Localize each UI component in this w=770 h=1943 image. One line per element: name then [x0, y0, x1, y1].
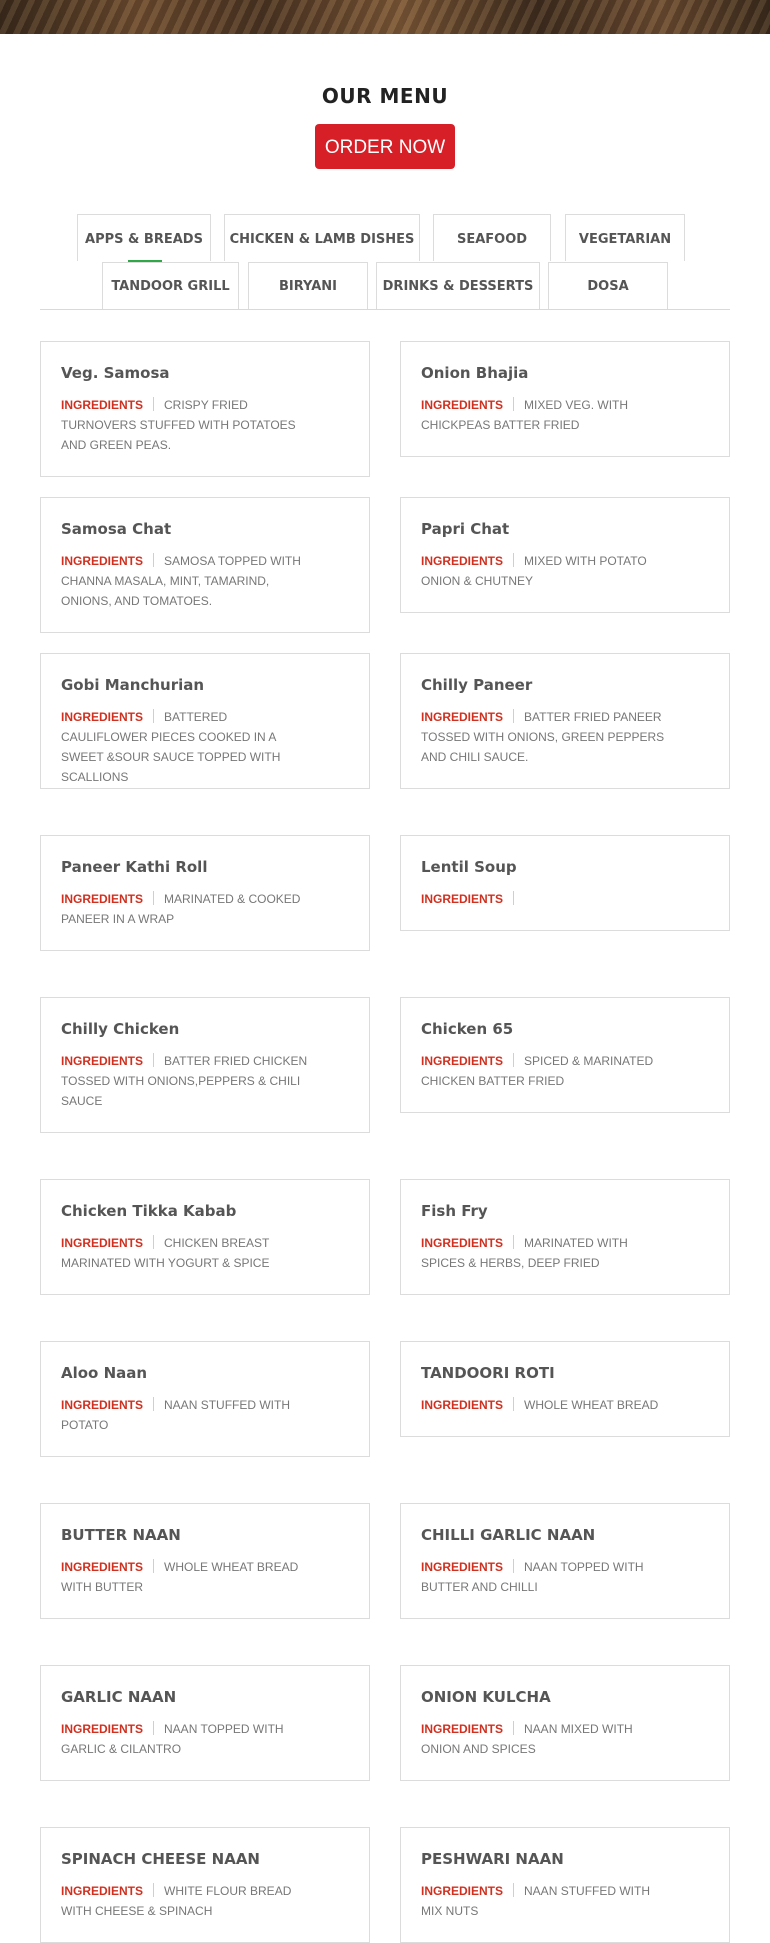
separator — [513, 1559, 514, 1573]
tab-tandoor-grill[interactable]: TANDOOR GRILL — [102, 262, 239, 310]
menu-item-name: Papri Chat — [421, 520, 510, 538]
menu-item-name: BUTTER NAAN — [61, 1526, 181, 1544]
ingredients-label: INGREDIENTS — [61, 398, 144, 412]
ingredients-label: INGREDIENTS — [421, 710, 504, 724]
menu-item-name: PESHWARI NAAN — [421, 1850, 564, 1868]
separator — [513, 891, 514, 905]
tab-seafood[interactable]: SEAFOOD — [433, 214, 551, 261]
separator — [513, 1721, 514, 1735]
menu-item-card — [400, 997, 730, 1113]
menu-item-card — [40, 1503, 370, 1619]
tab-biryani[interactable]: BIRYANI — [248, 262, 368, 310]
menu-item-card — [40, 997, 370, 1133]
separator — [513, 1883, 514, 1897]
menu-item-card — [40, 1665, 370, 1781]
menu-item-name: Chilly Chicken — [61, 1020, 180, 1038]
menu-item-name: Paneer Kathi Roll — [61, 858, 208, 876]
menu-item-name: Chicken Tikka Kabab — [61, 1202, 237, 1220]
menu-item-description: BATTER FRIED PANEER TOSSED WITH ONIONS, GREEN PEPPERS AND CHILI SAUCE. — [421, 710, 665, 764]
ingredients-label: INGREDIENTS — [61, 1560, 144, 1574]
separator — [153, 891, 154, 905]
tab-drinks-desserts[interactable]: DRINKS & DESSERTS — [376, 262, 540, 310]
menu-item-name: Chicken 65 — [421, 1020, 514, 1038]
separator — [513, 1235, 514, 1249]
separator — [513, 1397, 514, 1411]
hero-food-image — [0, 0, 770, 34]
tab-vegetarian[interactable]: VEGETARIAN — [565, 214, 685, 261]
page-title: OUR MENU — [321, 84, 449, 108]
menu-item-name: Chilly Paneer — [421, 676, 533, 694]
ingredients-label: INGREDIENTS — [61, 554, 144, 568]
tab-apps-breads[interactable]: APPS & BREADS — [77, 214, 211, 261]
menu-item-card — [400, 497, 730, 613]
tab-chicken-lamb[interactable]: CHICKEN & LAMB DISHES — [224, 214, 420, 261]
menu-item-card — [400, 1179, 730, 1295]
menu-item-card — [40, 835, 370, 951]
ingredients-label: INGREDIENTS — [421, 1560, 504, 1574]
tabs-divider — [40, 309, 730, 310]
menu-item-name: SPINACH CHEESE NAAN — [61, 1850, 260, 1868]
separator — [153, 1397, 154, 1411]
separator — [153, 397, 154, 411]
separator — [513, 1053, 514, 1067]
ingredients-label: INGREDIENTS — [61, 1054, 144, 1068]
ingredients-label: INGREDIENTS — [421, 1236, 504, 1250]
menu-item-card — [400, 1665, 730, 1781]
menu-item-card — [40, 1179, 370, 1295]
separator — [153, 1721, 154, 1735]
menu-item-name: Fish Fry — [421, 1202, 488, 1220]
menu-item-description: MARINATED WITH SPICES & HERBS, DEEP FRIED — [421, 1236, 628, 1270]
menu-item-card — [40, 341, 370, 477]
menu-item-description: NAAN TOPPED WITH BUTTER AND CHILLI — [421, 1560, 644, 1594]
separator — [153, 709, 154, 723]
menu-item-description: SAMOSA TOPPED WITH CHANNA MASALA, MINT, TAMARIND, ONIONS, AND TOMATOES. — [61, 554, 301, 608]
menu-item-description: BATTER FRIED CHICKEN TOSSED WITH ONIONS,PEPPERS & CHILI SAUCE — [61, 1054, 308, 1108]
separator — [153, 1235, 154, 1249]
menu-item-description: MIXED WITH POTATO ONION & CHUTNEY — [421, 554, 647, 588]
menu-item-description: BATTERED CAULIFLOWER PIECES COOKED IN A SWEET &SOUR SAUCE TOPPED WITH SCALLIONS — [61, 710, 281, 784]
menu-item-description: CRISPY FRIED TURNOVERS STUFFED WITH POTATOES AND GREEN PEAS. — [61, 398, 296, 452]
ingredients-label: INGREDIENTS — [61, 1398, 144, 1412]
separator — [153, 553, 154, 567]
menu-item-card — [400, 1503, 730, 1619]
menu-item-name: Aloo Naan — [61, 1364, 148, 1382]
menu-item-description: NAAN STUFFED WITH MIX NUTS — [421, 1884, 651, 1918]
ingredients-label: INGREDIENTS — [61, 1884, 144, 1898]
separator — [513, 709, 514, 723]
menu-item-name: GARLIC NAAN — [61, 1688, 177, 1706]
ingredients-label: INGREDIENTS — [421, 554, 504, 568]
ingredients-label: INGREDIENTS — [421, 1884, 504, 1898]
ingredients-label: INGREDIENTS — [421, 1054, 504, 1068]
order-now-button[interactable]: ORDER NOW — [315, 124, 455, 169]
menu-item-description: WHOLE WHEAT BREAD WITH BUTTER — [61, 1560, 299, 1594]
menu-item-description: MARINATED & COOKED PANEER IN A WRAP — [61, 892, 301, 926]
menu-item-card — [400, 341, 730, 457]
menu-item-name: ONION KULCHA — [421, 1688, 551, 1706]
menu-item-description: NAAN STUFFED WITH POTATO — [61, 1398, 291, 1432]
menu-item-name: CHILLI GARLIC NAAN — [421, 1526, 596, 1544]
menu-item-card — [400, 1341, 730, 1437]
menu-item-name: Onion Bhajia — [421, 364, 529, 382]
separator — [513, 553, 514, 567]
ingredients-label: INGREDIENTS — [61, 892, 144, 906]
separator — [153, 1559, 154, 1573]
separator — [153, 1883, 154, 1897]
menu-item-name: Gobi Manchurian — [61, 676, 205, 694]
menu-item-description: SPICED & MARINATED CHICKEN BATTER FRIED — [421, 1054, 654, 1088]
menu-item-card — [40, 653, 370, 789]
menu-item-card — [400, 653, 730, 789]
ingredients-label: INGREDIENTS — [421, 892, 504, 906]
menu-item-card — [40, 497, 370, 633]
menu-item-description: CHICKEN BREAST MARINATED WITH YOGURT & SPICE — [61, 1236, 270, 1270]
menu-item-name: Veg. Samosa — [61, 364, 170, 382]
menu-item-name: Samosa Chat — [61, 520, 172, 538]
menu-item-card — [400, 835, 730, 931]
menu-item-description: NAAN TOPPED WITH GARLIC & CILANTRO — [61, 1722, 284, 1756]
separator — [153, 1053, 154, 1067]
ingredients-label: INGREDIENTS — [61, 1722, 144, 1736]
menu-item-description: NAAN MIXED WITH ONION AND SPICES — [421, 1722, 633, 1756]
menu-item-description: WHITE FLOUR BREAD WITH CHEESE & SPINACH — [61, 1884, 292, 1918]
tab-dosa[interactable]: DOSA — [548, 262, 668, 310]
separator — [513, 397, 514, 411]
ingredients-label: INGREDIENTS — [61, 1236, 144, 1250]
menu-item-description: WHOLE WHEAT BREAD — [524, 1398, 659, 1412]
ingredients-label: INGREDIENTS — [421, 398, 504, 412]
menu-item-description: MIXED VEG. WITH CHICKPEAS BATTER FRIED — [421, 398, 629, 432]
ingredients-label: INGREDIENTS — [421, 1722, 504, 1736]
menu-item-card — [40, 1341, 370, 1457]
menu-item-card — [40, 1827, 370, 1943]
ingredients-label: INGREDIENTS — [61, 710, 144, 724]
menu-item-name: TANDOORI ROTI — [421, 1364, 555, 1382]
ingredients-label: INGREDIENTS — [421, 1398, 504, 1412]
menu-item-name: Lentil Soup — [421, 858, 517, 876]
menu-item-card — [400, 1827, 730, 1943]
